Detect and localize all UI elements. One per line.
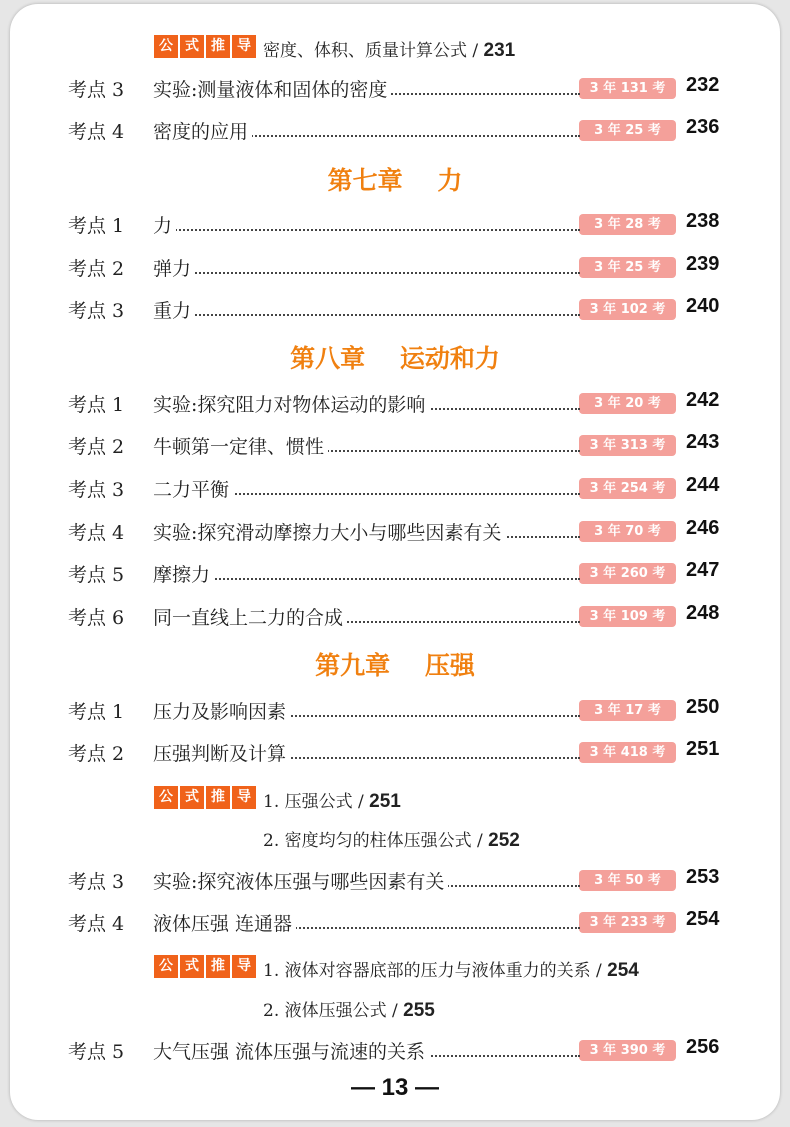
toc-entry[interactable]: 考点 1 实验:探究阻力对物体运动的影响 3 年 20 考 242 (68, 389, 720, 416)
toc-entry[interactable]: 考点 1 压力及影响因素 3 年 17 考 250 (68, 696, 720, 723)
page-number: 239 (686, 253, 720, 275)
formula-row (10, 32, 780, 62)
chapter-heading: 第九章 压强 (315, 651, 475, 680)
toc-entry[interactable]: 考点 2 牛顿第一定律、惯性 3 年 313 考 243 (68, 431, 720, 458)
page-number: 253 (686, 866, 720, 888)
leader-dots (156, 314, 580, 316)
toc-entry[interactable]: 考点 4 密度的应用 3 年 25 考 236 (68, 116, 720, 143)
entry-title: 大气压强 流体压强与流速的关系 (153, 1037, 429, 1064)
toc-entry[interactable]: 考点 2 压强判断及计算 3 年 418 考 251 (68, 738, 720, 765)
formula-row (10, 822, 780, 852)
exam-count-badge: 3 年 70 考 (579, 521, 676, 542)
exam-count-badge: 3 年 260 考 (579, 563, 676, 584)
exam-count-badge: 3 年 17 考 (579, 700, 676, 721)
formula-text: 2. 液体压强公式 / 255 (263, 1000, 435, 1021)
entry-title: 压强判断及计算 (153, 739, 290, 766)
entry-title: 二力平衡 (153, 475, 233, 502)
chapter-heading: 第七章 力 (327, 166, 463, 195)
page-number: 232 (686, 74, 720, 96)
entry-title: 实验:探究滑动摩擦力大小与哪些因素有关 (153, 518, 505, 545)
exam-count-badge: 3 年 131 考 (579, 78, 676, 99)
formula-text: 1. 液体对容器底部的压力与液体重力的关系 / 254 (263, 960, 639, 981)
formula-text: 密度、体积、质量计算公式 / 231 (263, 40, 516, 61)
toc-entry[interactable]: 考点 4 实验:探究滑动摩擦力大小与哪些因素有关 3 年 70 考 246 (68, 517, 720, 544)
toc-page (10, 4, 780, 1120)
toc-entry[interactable]: 考点 4 液体压强 连通器 3 年 233 考 254 (68, 908, 720, 935)
page-number: 236 (686, 116, 720, 138)
page-number: 243 (686, 431, 720, 453)
exam-count-badge: 3 年 25 考 (579, 257, 676, 278)
toc-entry[interactable]: 考点 5 摩擦力 3 年 260 考 247 (68, 559, 720, 586)
page-number: 250 (686, 696, 720, 718)
entry-title: 摩擦力 (153, 560, 214, 587)
page-number: 240 (686, 295, 720, 317)
formula-tag: 公 式 推 导 (154, 955, 256, 978)
page-number: 247 (686, 559, 720, 581)
page-number: 248 (686, 602, 720, 624)
formula-text: 2. 密度均匀的柱体压强公式 / 252 (263, 830, 520, 851)
exam-count-badge: 3 年 233 考 (579, 912, 676, 933)
toc-entry[interactable]: 考点 1 力 3 年 28 考 238 (68, 210, 720, 237)
leader-dots (156, 578, 580, 580)
leader-dots (156, 272, 580, 274)
entry-title: 同一直线上二力的合成 (153, 603, 347, 630)
entry-title: 力 (153, 211, 176, 238)
page-number: 244 (686, 474, 720, 496)
exam-count-badge: 3 年 50 考 (579, 870, 676, 891)
toc-entry[interactable]: 考点 3 实验:测量液体和固体的密度 3 年 131 考 232 (68, 74, 720, 101)
exam-count-badge: 3 年 20 考 (579, 393, 676, 414)
formula-tag: 公 式 推 导 (154, 35, 256, 58)
entry-title: 压力及影响因素 (153, 697, 290, 724)
toc-entry[interactable]: 考点 3 二力平衡 3 年 254 考 244 (68, 474, 720, 501)
exam-count-badge: 3 年 254 考 (579, 478, 676, 499)
entry-title: 液体压强 连通器 (153, 909, 296, 936)
exam-count-badge: 3 年 102 考 (579, 299, 676, 320)
exam-count-badge: 3 年 313 考 (579, 435, 676, 456)
exam-count-badge: 3 年 390 考 (579, 1040, 676, 1061)
page-footer-number: — 13 — (350, 1074, 440, 1101)
toc-entry[interactable]: 考点 3 实验:探究液体压强与哪些因素有关 3 年 50 考 253 (68, 866, 720, 893)
toc-entry[interactable]: 考点 2 弹力 3 年 25 考 239 (68, 253, 720, 280)
toc-entry[interactable]: 考点 5 大气压强 流体压强与流速的关系 3 年 390 考 256 (68, 1036, 720, 1063)
page-number: 254 (686, 908, 720, 930)
entry-title: 实验:探究阻力对物体运动的影响 (153, 390, 429, 417)
entry-title: 重力 (153, 296, 195, 323)
formula-row (10, 783, 780, 813)
formula-tag: 公 式 推 导 (154, 786, 256, 809)
page-number: 238 (686, 210, 720, 232)
page-number: 251 (686, 738, 720, 760)
page-number: 256 (686, 1036, 720, 1058)
formula-row (10, 992, 780, 1022)
formula-text: 1. 压强公式 / 251 (263, 791, 401, 812)
page-number: 246 (686, 517, 720, 539)
toc-entry[interactable]: 考点 3 重力 3 年 102 考 240 (68, 295, 720, 322)
exam-count-badge: 3 年 25 考 (579, 120, 676, 141)
chapter-heading: 第八章 运动和力 (290, 344, 500, 373)
exam-count-badge: 3 年 28 考 (579, 214, 676, 235)
entry-title: 实验:测量液体和固体的密度 (153, 75, 391, 102)
toc-entry[interactable]: 考点 6 同一直线上二力的合成 3 年 109 考 248 (68, 602, 720, 629)
leader-dots (156, 229, 580, 231)
entry-title: 实验:探究液体压强与哪些因素有关 (153, 867, 448, 894)
formula-row (10, 952, 780, 982)
page-number: 242 (686, 389, 720, 411)
entry-title: 密度的应用 (153, 117, 252, 144)
entry-title: 牛顿第一定律、惯性 (153, 432, 328, 459)
exam-count-badge: 3 年 418 考 (579, 742, 676, 763)
exam-count-badge: 3 年 109 考 (579, 606, 676, 627)
entry-title: 弹力 (153, 254, 195, 281)
